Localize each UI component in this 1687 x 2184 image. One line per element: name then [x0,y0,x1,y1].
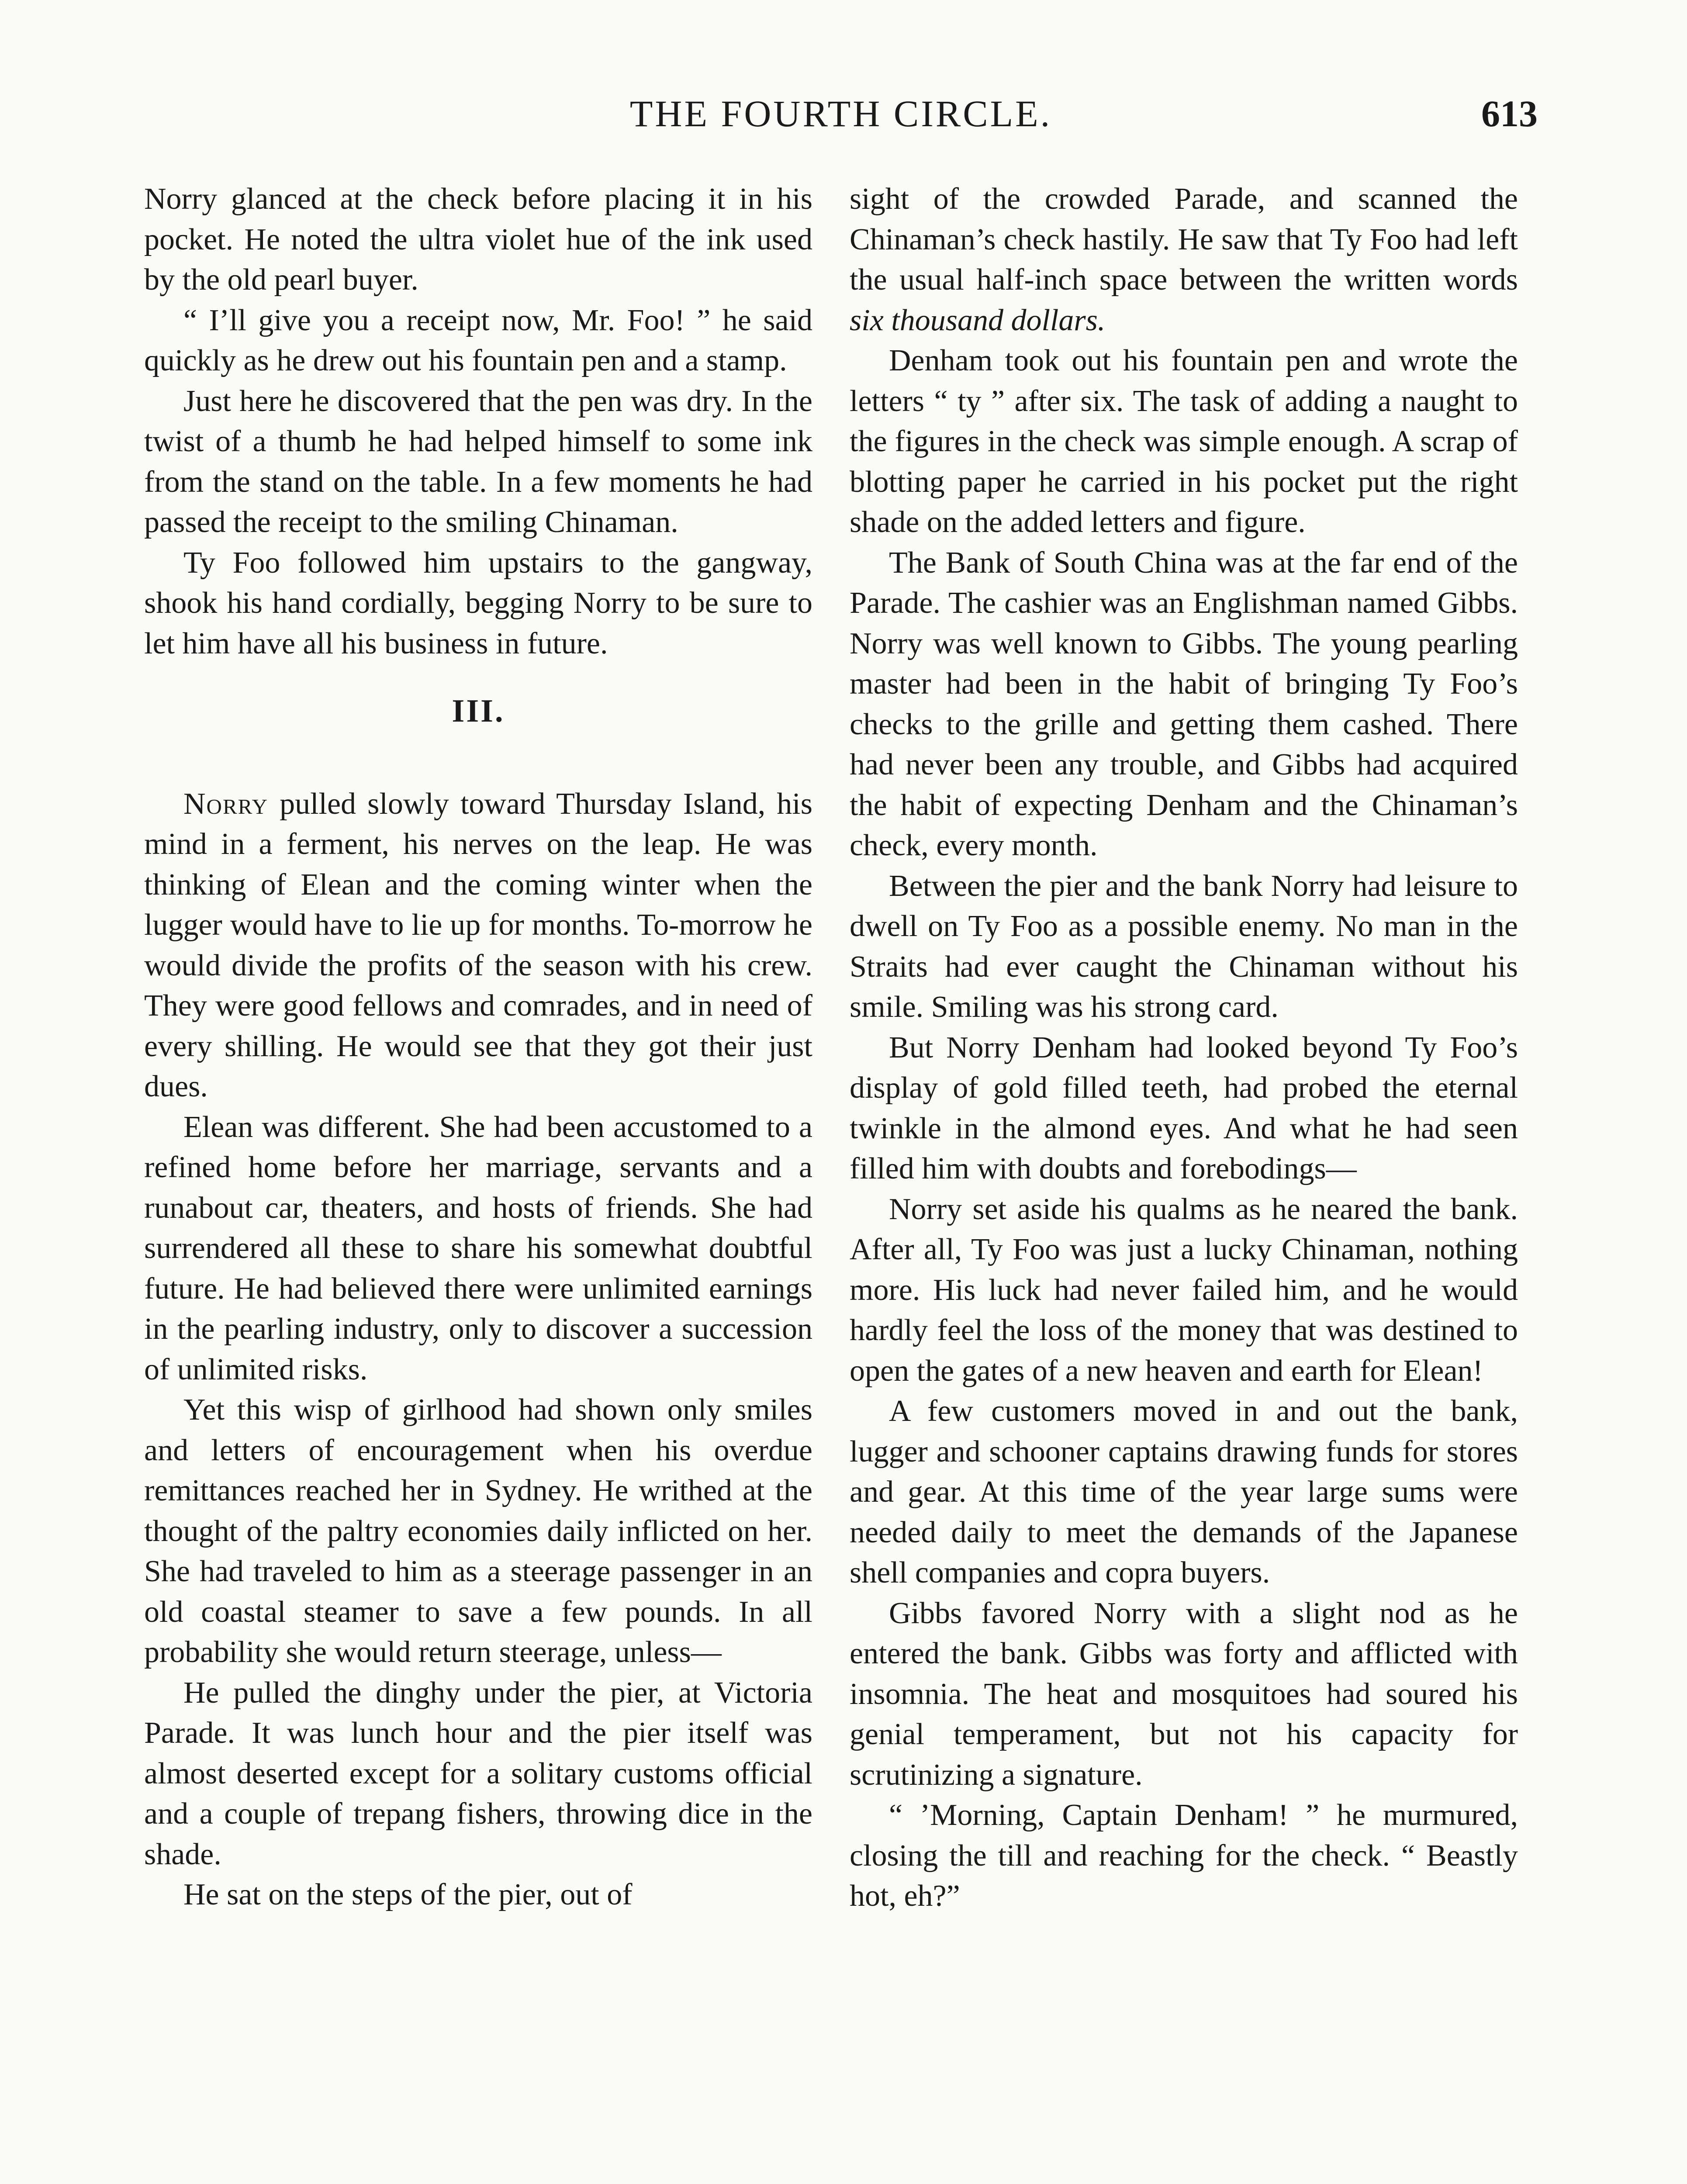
running-title: THE FOURTH CIRCLE. [629,93,1052,135]
paragraph [144,784,812,1107]
paragraph: “ ’Morning, Captain Denham! ” he murmured, closing the till and reaching for the check. “ Beastly hot, eh?” [850,1798,1518,1913]
paragraph: He pulled the dinghy under the pier, at Victoria Parade. It was lunch hour and the pier itself was almost deserted except for a solitary customs official and a couple of trepang fishers, throwing dice in the shade. [144,1676,812,1871]
paragraph-text: sight of the crowded Parade, and scanned the Chinaman’s check hastily. He saw that Ty Foo had left the usual half-inch space between the written words [850,182,1518,297]
paragraph: Yet this wisp of girlhood had shown only smiles and letters of encouragement when his overdue remittances reached her in Sydney. He writhed at the thought of the paltry economies daily inflicted on her. She had traveled to him as a steerage passenger in an old coastal steamer to save a few pounds. In all probability she would return steerage, unless— [144,1393,812,1669]
paragraph: The Bank of South China was at the far end of the Parade. The cashier was an Englishman named Gibbs. Norry was well known to Gibbs. The young pearling master had been in the habit of bringing Ty Foo’s checks to the grille and getting them cashed. There had never been any trouble, and Gibbs had acquired the habit of expecting Denham and the Chinaman’s check, every month. [850,546,1518,862]
page-header [144,92,1538,153]
paragraph: Norry set aside his qualms as he neared the bank. After all, Ty Foo was just a lucky Chinaman, nothing more. His luck had never failed him, and he would hardly feel the loss of the money that was destined to open the gates of a new heaven and earth for Elean! [850,1192,1518,1388]
paragraph: Gibbs favored Norry with a slight nod as he entered the bank. Gibbs was forty and afflicted with insomnia. The heat and mosquitoes had soured his genial temperament, but not his capacity for scrutinizing a signature. [850,1596,1518,1792]
paragraph [850,179,1518,341]
paragraph: Norry glanced at the check before placing it in his pocket. He noted the ultra violet hue of the ink used by the old pearl buyer. [144,182,812,297]
paragraph-text: pulled slowly toward Thursday Island, his mind in a ferment, his nerves on the leap. He was thinking of Elean and the coming winter when the lugger would have to lie up for months. To-morrow he would divide the profits of the season with his crew. They were good fellows and comrades, and in need of every shilling. He would see that they got their just dues. [144,787,812,1103]
paragraph: Just here he discovered that the pen was dry. In the twist of a thumb he had helped himself to some ink from the stand on the table. In a few moments he had passed the receipt to the smiling Chinaman. [144,384,812,539]
paragraph: Elean was different. She had been accustomed to a refined home before her marriage, servants and a runabout car, theaters, and hosts of friends. She had surrendered all these to share his somewhat doubtful future. He had believed there were unlimited earnings in the pearling industry, only to discover a succession of unlimited risks. [144,1110,812,1386]
left-column [144,179,812,1915]
paragraph: He sat on the steps of the pier, out of [183,1878,633,1911]
right-column [850,179,1518,1917]
paragraph: A few customers moved in and out the bank, lugger and schooner captains drawing funds for stores and gear. At this time of the year large sums were needed daily to meet the demands of the Japanese shell companies and copra buyers. [850,1394,1518,1590]
paragraph: Denham took out his fountain pen and wrote the letters “ ty ” after six. The task of adding a naught to the figures in the check was simple enough. A scrap of blotting paper he carried in his pocket put the right shade on the added letters and figure. [850,344,1518,539]
section-heading: III. [452,693,505,729]
paragraph: But Norry Denham had looked beyond Ty Foo’s display of gold filled teeth, had probed the eternal twinkle in the almond eyes. And what he had seen filled him with doubts and forebodings— [850,1030,1518,1185]
italic-phrase: six thousand dollars. [850,303,1106,337]
paragraph: Ty Foo followed him upstairs to the gangway, shook his hand cordially, begging Norry to be sure to let him have all his business in future. [144,546,812,660]
paragraph: “ I’ll give you a receipt now, Mr. Foo! ” he said quickly as he drew out his fountain pen and a stamp. [144,303,812,377]
page-number: 613 [1481,93,1538,135]
lead-in-small-caps: Norry [183,787,268,821]
paragraph: Between the pier and the bank Norry had leisure to dwell on Ty Foo as a possible enemy. No man in the Straits had ever caught the Chinaman without his smile. Smiling was his strong card. [850,869,1518,1024]
